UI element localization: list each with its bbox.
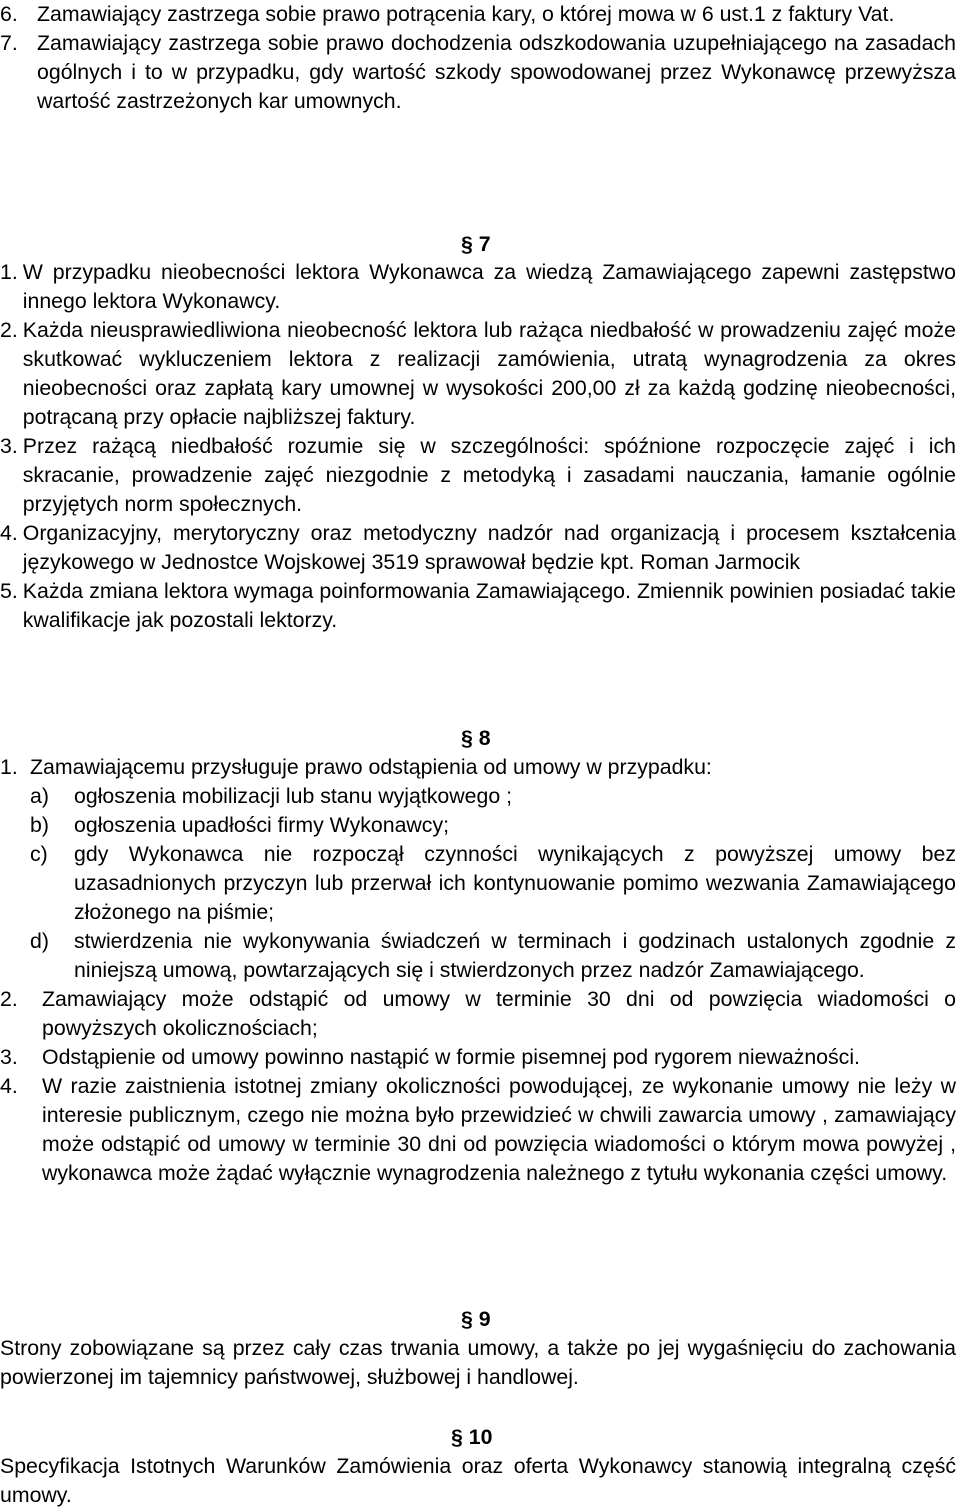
item-number: 3. <box>0 1045 18 1069</box>
sub-item-letter: b) <box>30 813 49 837</box>
list-item <box>0 985 956 1043</box>
sub-list-item <box>0 811 956 840</box>
sub-list-item <box>0 840 956 927</box>
sub-item-text: stwierdzenia nie wykonywania świadczeń w terminach i godzinach ustalonych zgodnie z niniejszą umową, powtarzających się i stwierdzonych przez nadzór Zamawiającego. <box>74 929 956 982</box>
list-item <box>0 1043 956 1072</box>
list-item <box>0 753 956 782</box>
item-number: 7. <box>0 31 18 55</box>
item-text: Zamawiający zastrzega sobie prawo potrącenia kary, o której mowa w 6 ust.1 z faktury Vat. <box>37 2 895 26</box>
item-number: 2. <box>0 987 18 1011</box>
list-item <box>0 0 956 29</box>
item-number: 6. <box>0 2 18 26</box>
paragraph-sign: § <box>451 1425 463 1449</box>
section-10-text: Specyfikacja Istotnych Warunków Zamówienia oraz oferta Wykonawcy stanowią integralną część umowy. <box>0 1454 956 1507</box>
sub-item-text: ogłoszenia upadłości firmy Wykonawcy; <box>74 813 450 837</box>
list-item <box>0 432 956 519</box>
sub-list-item <box>0 782 956 811</box>
sub-item-text: ogłoszenia mobilizacji lub stanu wyjątkowego ; <box>74 784 513 808</box>
item-text: Zamawiający zastrzega sobie prawo dochodzenia odszkodowania uzupełniającego na zasadach ogólnych i to w przypadku, gdy wartość szkody spowodowanej przez Wykonawcę przewyższa wartość zastrzeżonych kar umownych. <box>37 31 956 113</box>
sub-item-letter: c) <box>30 842 48 866</box>
section-9-heading <box>461 1305 491 1335</box>
section-7-heading <box>461 230 491 260</box>
item-text: Zamawiającemu przysługuje prawo odstąpienia od umowy w przypadku: <box>30 755 712 779</box>
sub-list-item <box>0 927 956 985</box>
item-number: 5. <box>0 579 18 603</box>
section-8-heading <box>461 724 491 754</box>
list-item <box>0 29 956 116</box>
item-number: 3. <box>0 434 18 458</box>
list-item <box>0 316 956 432</box>
sub-item-letter: a) <box>30 784 49 808</box>
item-number: 1. <box>0 755 18 779</box>
sub-item-text: gdy Wykonawca nie rozpoczął czynności wynikających z powyższej umowy bez uzasadnionych przyczyn lub przerwał ich kontynuowanie pomimo wezwania Zamawiającego złożonego na piśmie; <box>74 842 956 924</box>
sub-item-letter: d) <box>30 929 49 953</box>
item-text: Każda zmiana lektora wymaga poinformowania Zamawiającego. Zmiennik powinien posiadać takie kwalifikacje jak pozostali lektorzy. <box>22 579 956 632</box>
item-number: 4. <box>0 521 18 545</box>
item-text: Każda nieusprawiedliwiona nieobecność lektora lub rażąca niedbałość w prowadzeniu zajęć może skutkować wykluczeniem lektora z realizacji zamówienia, utratą wynagrodzenia za okres nieobecności oraz zapłatą kary umownej w wysokości 200,00 zł za każdą godzinę nieobecności, potrącaną przy opłacie najbliższej faktury. <box>22 318 956 429</box>
section-number: 9 <box>478 1307 491 1331</box>
paragraph-sign: § <box>461 232 473 256</box>
list-item <box>0 577 956 635</box>
section-number: 8 <box>478 726 491 750</box>
item-text: Przez rażącą niedbałość rozumie się w szczególności: spóźnione rozpoczęcie zajęć i ich skracanie, prowadzenie zajęć niezgodnie z metodyką i zasadami nauczania, łamanie ogólnie przyjętych norm społecznych. <box>22 434 956 516</box>
item-text: W razie zaistnienia istotnej zmiany okoliczności powodującej, ze wykonanie umowy nie leży w interesie publicznym, czego nie można było przewidzieć w chwili zawarcia umowy , zamawiający może odstąpić od umowy w terminie 30 dni od powzięcia wiadomości o którym mowa powyżej , wykonawca może żądać wyłącznie wynagrodzenia należnego z tytułu wykonania części umowy. <box>42 1074 956 1185</box>
list-item <box>0 258 956 316</box>
section-8-list <box>0 753 956 1188</box>
section-7-list <box>0 258 956 635</box>
item-text: Organizacyjny, merytoryczny oraz metodyczny nadzór nad organizacją i procesem kształcenia językowego w Jednostce Wojskowej 3519 sprawował będzie kpt. Roman Jarmocik <box>22 521 956 574</box>
section-number: 10 <box>468 1425 493 1449</box>
paragraph-sign: § <box>461 1307 473 1331</box>
section-9-text: Strony zobowiązane są przez cały czas trwania umowy, a także po jej wygaśnięciu do zachowania powierzonej im tajemnicy państwowej, służbowej i handlowej. <box>0 1336 956 1389</box>
section-number: 7 <box>478 232 491 256</box>
section-6-list <box>0 0 960 116</box>
item-text: Odstąpienie od umowy powinno nastąpić w formie pisemnej pod rygorem nieważności. <box>42 1045 860 1069</box>
item-text: Zamawiający może odstąpić od umowy w terminie 30 dni od powzięcia wiadomości o powyższych okolicznościach; <box>42 987 956 1040</box>
item-number: 1. <box>0 260 18 284</box>
paragraph-sign: § <box>461 726 473 750</box>
item-number: 2. <box>0 318 18 342</box>
list-item <box>0 519 956 577</box>
list-item <box>0 1072 956 1188</box>
item-text: W przypadku nieobecności lektora Wykonawca za wiedzą Zamawiającego zapewni zastępstwo innego lektora Wykonawcy. <box>22 260 956 313</box>
section-10-heading <box>451 1423 492 1453</box>
item-number: 4. <box>0 1074 18 1098</box>
